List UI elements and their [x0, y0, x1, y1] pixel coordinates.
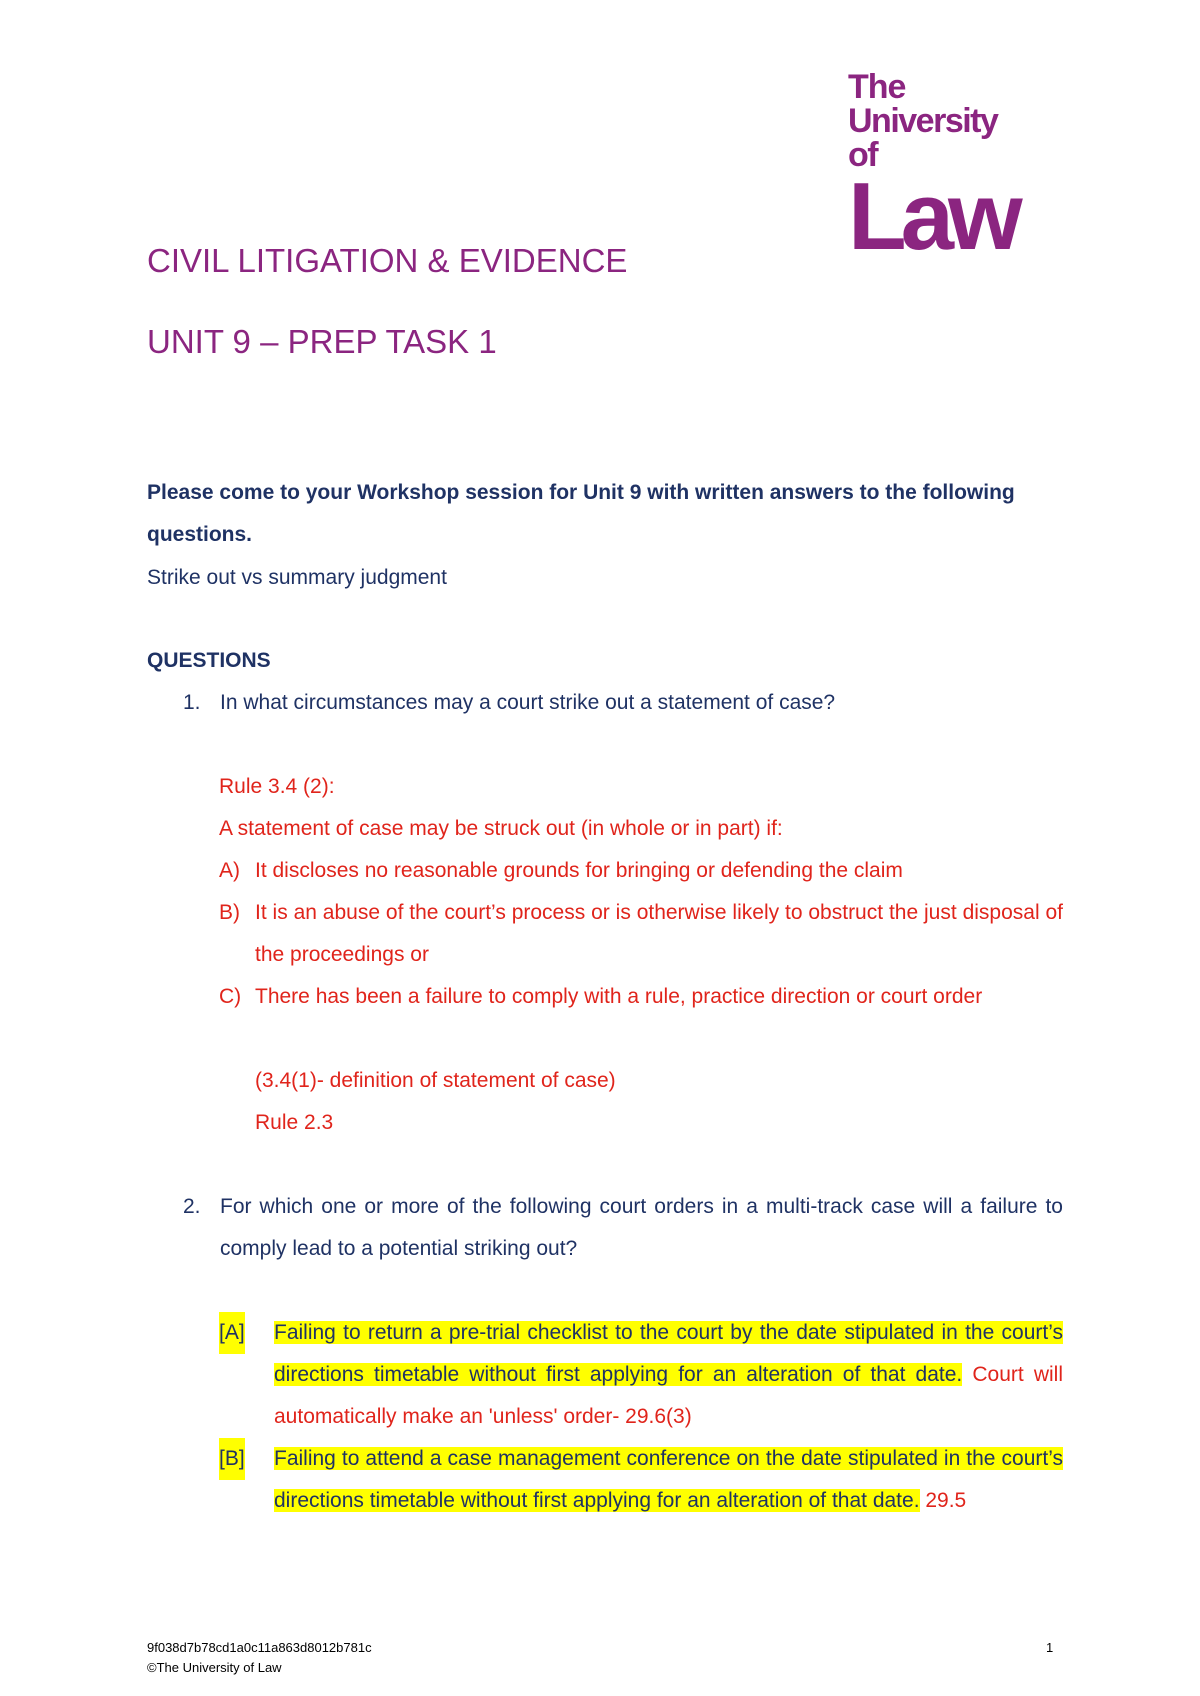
- answer-item-c: [219, 976, 1063, 1018]
- answer-intro: A statement of case may be struck out (in whole or in part) if:: [219, 817, 783, 840]
- logo-line-2: University of: [848, 102, 998, 174]
- question-text: For which one or more of the following court orders in a multi-track case will a failure to comply lead to a potential striking out?: [220, 1195, 1063, 1260]
- item-label: C): [219, 985, 242, 1008]
- option-answer-note: Court will automatically make an 'unless' order- 29.6(3): [274, 1363, 1063, 1428]
- footer-copyright: ©The University of Law: [147, 1660, 282, 1675]
- item-text: It discloses no reasonable grounds for bringing or defending the claim: [255, 859, 903, 882]
- page-number: 1: [1046, 1640, 1054, 1655]
- answer-rule: Rule 3.4 (2):: [219, 775, 335, 798]
- answer-note-rule: Rule 2.3: [255, 1111, 334, 1134]
- instructions: Please come to your Workshop session for Unit 9 with written answers to the following questions.: [147, 481, 1015, 546]
- answer-note-definition: (3.4(1)- definition of statement of case): [255, 1069, 616, 1092]
- item-label: A): [219, 859, 240, 882]
- document-title: CIVIL LITIGATION & EVIDENCE: [147, 242, 628, 279]
- option-text: Failing to return a pre-trial checklist to the court by the date stipulated in the court’s directions timetable without first applying for an alteration of that date.: [274, 1321, 1063, 1386]
- option-label: [B]: [219, 1438, 245, 1480]
- question-2: [183, 1186, 1063, 1270]
- item-text: It is an abuse of the court’s process or is otherwise likely to obstruct the just disposal of the proceedings or: [255, 901, 1063, 966]
- footer-hash: 9f038d7b78cd1a0c11a863d8012b781c: [147, 1640, 372, 1655]
- question-text: In what circumstances may a court strike out a statement of case?: [220, 691, 836, 714]
- questions-heading: QUESTIONS: [147, 649, 271, 672]
- option-label: [A]: [219, 1312, 245, 1354]
- document-subtitle: UNIT 9 – PREP TASK 1: [147, 323, 497, 360]
- topic-line: Strike out vs summary judgment: [147, 566, 447, 589]
- option-a: [219, 1312, 1063, 1438]
- question-number: 2.: [183, 1195, 201, 1218]
- logo-line-3: Law: [848, 163, 1017, 270]
- logo-line-1: The: [848, 68, 906, 106]
- answer-item-b: [219, 892, 1063, 976]
- option-text: Failing to attend a case management conference on the date stipulated in the court’s directions timetable without first applying for an alteration of that date.: [274, 1447, 1063, 1512]
- question-number: 1.: [183, 691, 201, 714]
- item-label: B): [219, 901, 240, 924]
- option-b: [219, 1438, 1063, 1522]
- university-of-law-logo: [848, 68, 1028, 270]
- item-text: There has been a failure to comply with a rule, practice direction or court order: [255, 985, 983, 1008]
- answer-item-a: [219, 850, 1063, 892]
- question-1: [183, 682, 1063, 724]
- option-answer-note: 29.5: [919, 1489, 967, 1512]
